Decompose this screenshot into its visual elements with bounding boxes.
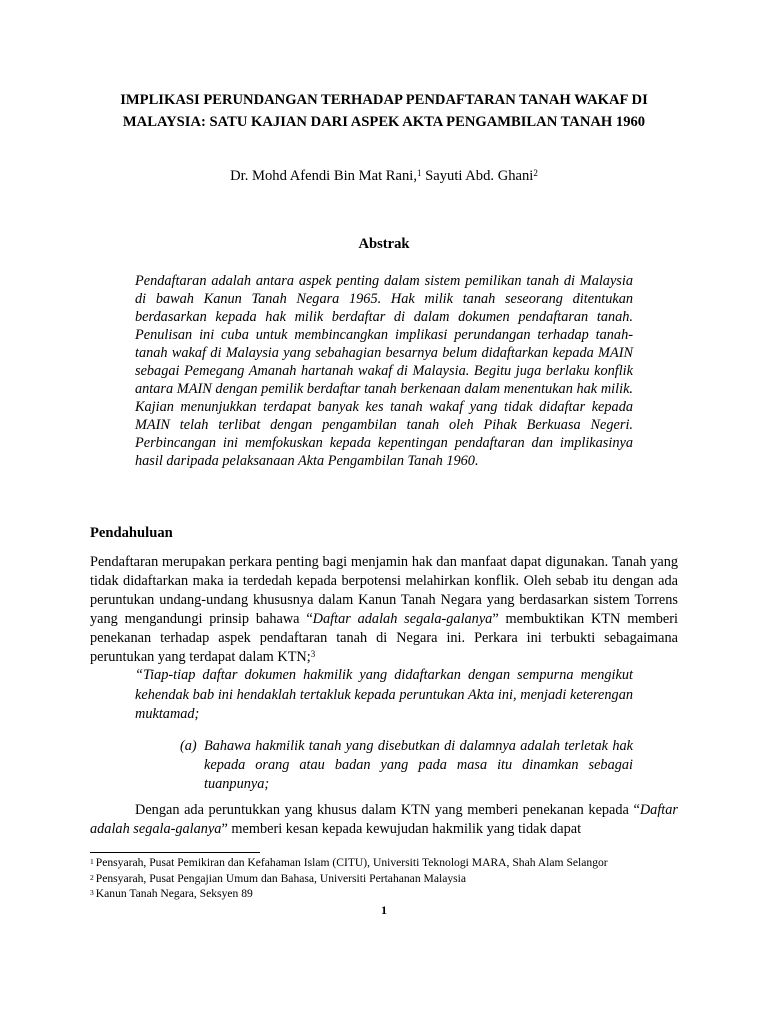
section-heading-pendahuluan: Pendahuluan: [90, 525, 173, 541]
intro-p2-italic: Daftar adalah segala-galanya: [90, 802, 678, 837]
paper-title: [60, 89, 708, 133]
intro-p1-text-b: ” membuktikan KTN memberi penekanan terhadap aspek pendaftaran tanah di Negara ini. Perkara ini terbukti sebagaimana peruntukan yang terdapat dalam KTN;: [90, 611, 679, 665]
footnote-2-ref: 2: [90, 872, 94, 882]
footnotes: [90, 855, 690, 902]
intro-paragraph-2: [90, 801, 678, 839]
abstract-heading: Abstrak: [358, 236, 410, 252]
footnote-1-text: Pensyarah, Pusat Pemikiran dan Kefahaman Islam (CITU), Universiti Teknologi MARA, Shah Alam Selangor: [95, 856, 608, 869]
sub-quote-marker: (a): [180, 738, 197, 754]
footnote-2-text: Pensyarah, Pusat Pengajian Umum dan Bahasa, Universiti Pertahanan Malaysia: [95, 871, 467, 885]
author-2: Sayuti Abd. Ghani: [421, 168, 534, 184]
author-1-ref: 1: [416, 168, 422, 178]
footnote-3-text: Kanun Tanah Negara, Seksyen 89: [95, 887, 253, 900]
intro-paragraph-1: [90, 553, 678, 667]
intro-p1-text-a: Pendaftaran merupakan perkara penting bagi menjamin hak dan manfaat dapat digunakan. Tanah yang tidak didaftarkan maka ia terdedah kepada berpotensi melahirkan konflik. Oleh sebab itu dengan ada peruntukan undang-undang khususnya dalam Kanun Tanah Negara yang berdasarkan sistem Torrens yang mengandungi prinsip bahawa “: [90, 554, 678, 627]
intro-p2-text-a: Dengan ada peruntukkan yang khusus dalam KTN yang memberi penekanan kepada “: [135, 802, 640, 818]
block-quote: “Tiap-tiap daftar dokumen hakmilik yang didaftarkan dengan sempurna mengikut kehendak bab ini hendaklah tertakluk kepada peruntukan Akta ini, menjadi keterengan muktamad;: [135, 667, 633, 722]
author-1: Dr. Mohd Afendi Bin Mat Rani,: [230, 168, 417, 184]
page-number: 1: [381, 903, 387, 917]
abstract-body: Pendaftaran adalah antara aspek penting dalam sistem pemilikan tanah di Malaysia di bawah Kanun Tanah Negara 1965. Hak milik tanah seseorang ditentukan berdasarkan kepada hak milik berdaftar di dalam dokumen pendaftaran tanah. Penulisan ini cuba untuk membincangkan implikasi perundangan terhadap tanah-tanah wakaf di Malaysia yang sebahagian besarnya belum didaftarkan kepada MAIN sebagai Pemegang Amanah hartanah wakaf di Malaysia. Begitu juga berlaku konflik antara MAIN dengan pemilik berdaftar tanah berkenaan dalam menentukan hak milik. Kajian menunjukkan terdapat banyak kes tanah wakaf yang tidak didaftar kepada MAIN telah terlibat dengan pengambilan tanah oleh Pihak Berkuasa Negeri. Perbincangan ini memfokuskan kepada kepentingan pendaftaran dan implikasinya hasil daripada pelaksanaan Akta Pengambilan Tanah 1960.: [135, 273, 633, 469]
author-line: [60, 166, 708, 186]
intro-p1-italic: Daftar adalah segala-galanya: [312, 611, 493, 627]
title-line-2: MALAYSIA: SATU KAJIAN DARI ASPEK AKTA PENGAMBILAN TANAH 1960: [122, 114, 646, 130]
footnote-3: [90, 886, 690, 902]
intro-p2-text-b: ” memberi kesan kepada kewujudan hakmilik yang tidak dapat: [221, 821, 582, 837]
footnote-1: [90, 855, 690, 871]
sub-quote: [180, 737, 633, 794]
footnote-divider: [90, 852, 260, 853]
sub-quote-text: Bahawa hakmilik tanah yang disebutkan di dalamnya adalah terletak hak kepada orang atau badan yang pada masa itu dinamkan sebagai tuanpunya;: [204, 738, 633, 792]
footnote-ref-3: 3: [310, 649, 316, 659]
title-line-1: IMPLIKASI PERUNDANGAN TERHADAP PENDAFTARAN TANAH WAKAF DI: [120, 92, 648, 108]
author-2-ref: 2: [533, 168, 538, 178]
footnote-1-ref: 1: [90, 857, 94, 866]
footnote-2: [90, 871, 690, 887]
footnote-3-ref: 3: [90, 888, 94, 897]
